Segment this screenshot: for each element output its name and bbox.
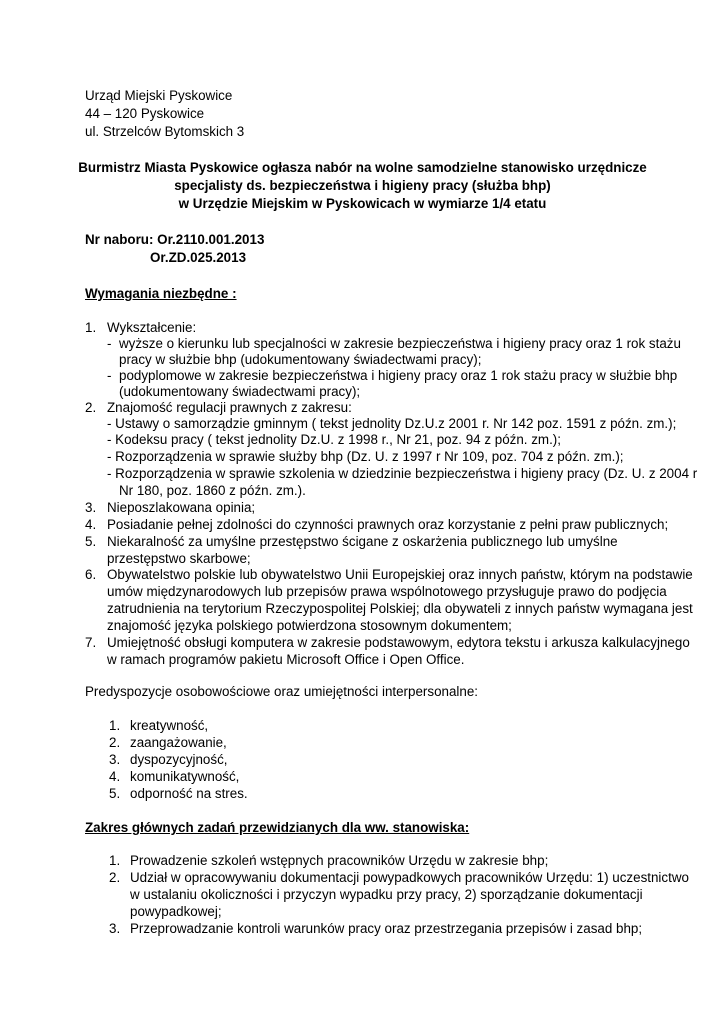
list-item: umów międzynarodowych lub przepisów prawa wspólnotowego przysługuje prawo do podjęcia (107, 584, 667, 599)
list-item: komunikatywność, (130, 769, 240, 784)
list-item: odporność na stres. (130, 786, 248, 801)
tasks-title: Zakres głównych zadań przewidzianych dla ww. stanowiska: (85, 820, 470, 835)
list-item: w ramach programów pakietu Microsoft Office i Open Office. (107, 652, 465, 667)
list-number: 3. (85, 500, 97, 515)
tasks-list (0, 853, 725, 943)
list-item: powypadkowej; (130, 904, 222, 919)
list-dash: - (107, 336, 112, 351)
list-number: 4. (109, 769, 121, 784)
list-item: - Rozporządzenia w sprawie szkolenia w dziedzinie bezpieczeństwa i higieny pracy (Dz. U. z 2004 r (107, 466, 698, 481)
list-item: Posiadanie pełnej zdolności do czynności prawnych oraz korzystanie z pełni praw publicznych; (107, 517, 669, 532)
heading-line-1: Burmistrz Miasta Pyskowice ogłasza nabór na wolne samodzielne stanowisko urzędnicze (78, 160, 647, 175)
list-item: Prowadzenie szkoleń wstępnych pracowników Urzędu w zakresie bhp; (130, 853, 549, 868)
list-number: 3. (109, 921, 121, 936)
list-number: 3. (109, 752, 121, 767)
list-item: zaangażowanie, (130, 735, 227, 750)
list-item: kreatywność, (130, 718, 209, 733)
address-line-3: ul. Strzelców Bytomskich 3 (85, 124, 245, 139)
predispositions-list (0, 718, 725, 808)
recruitment-number: Nr naboru: Or.2110.001.2013 (85, 232, 265, 247)
list-item: Umiejętność obsługi komputera w zakresie podstawowym, edytora tekstu i arkusza kalkulacyjnego (107, 635, 690, 650)
list-item: znajomość języka polskiego potwierdzona stosownym dokumentem; (107, 618, 512, 633)
list-item: dyspozycyjność, (130, 752, 228, 767)
heading-line-2: specjalisty ds. bezpieczeństwa i higieny pracy (służba bhp) (174, 178, 551, 193)
list-item: zatrudnienia na terytorium Rzeczypospolitej Polskiej; dla obywateli z innych państw wymagana jest (107, 601, 693, 616)
requirements-title: Wymagania niezbędne : (85, 286, 237, 301)
heading-line-3: w Urzędzie Miejskim w Pyskowicach w wymiarze 1/4 etatu (178, 196, 547, 211)
list-number: 6. (85, 567, 97, 582)
list-item: wyższe o kierunku lub specjalności w zakresie bezpieczeństwa i higieny pracy oraz 1 rok stażu (119, 336, 681, 351)
address-line-2: 44 – 120 Pyskowice (85, 106, 205, 121)
list-item: - Ustawy o samorządzie gminnym ( tekst jednolity Dz.U.z 2001 r. Nr 142 poz. 1591 z późn. zm.); (107, 416, 677, 431)
list-item: Obywatelstwo polskie lub obywatelstwo Unii Europejskiej oraz innych państw, którym na podstawie (107, 567, 693, 582)
list-item: Wykształcenie: (107, 320, 197, 335)
list-item: Niekaralność za umyślne przestępstwo ścigane z oskarżenia publicznego lub umyślne (107, 534, 618, 549)
list-number: 4. (85, 517, 97, 532)
list-item: podyplomowe w zakresie bezpieczeństwa i higieny pracy oraz 1 rok stażu pracy w służbie bhp (119, 368, 678, 383)
list-item: - Kodeksu pracy ( tekst jednolity Dz.U. z 1998 r., Nr 21, poz. 94 z późn. zm.); (107, 432, 561, 447)
list-item: - Rozporządzenia w sprawie służby bhp (Dz. U. z 1997 r Nr 109, poz. 704 z późn. zm.); (107, 449, 624, 464)
list-item: Nieposzlakowana opinia; (107, 500, 256, 515)
list-number: 7. (85, 635, 97, 650)
address-line-1: Urząd Miejski Pyskowice (85, 88, 233, 103)
list-number: 5. (109, 786, 121, 801)
list-item: Znajomość regulacji prawnych z zakresu: (107, 400, 352, 415)
list-item: pracy w służbie bhp (udokumentowany świadectwami pracy); (119, 352, 482, 367)
list-item: w ustalaniu okoliczności i przyczyn wypadku przy pracy, 2) sporządzanie dokumentacji (130, 887, 643, 902)
predispositions-title: Predyspozycje osobowościowe oraz umiejętności interpersonalne: (85, 684, 478, 699)
list-dash: - (107, 368, 112, 383)
list-item: przestępstwo skarbowe; (107, 551, 251, 566)
list-item: Udział w opracowywaniu dokumentacji powypadkowych pracowników Urzędu: 1) uczestnictwo (130, 870, 689, 885)
list-item: Nr 180, poz. 1860 z późn. zm.). (119, 483, 306, 498)
requirements-list (0, 320, 725, 700)
list-number: 1. (109, 853, 121, 868)
list-number: 2. (109, 735, 121, 750)
list-number: 2. (109, 870, 121, 885)
list-number: 2. (85, 400, 97, 415)
list-item: (udokumentowany świadectwami pracy); (119, 384, 361, 399)
list-number: 1. (85, 320, 97, 335)
recruitment-number-2: Or.ZD.025.2013 (150, 250, 247, 265)
list-item: Przeprowadzanie kontroli warunków pracy oraz przestrzegania przepisów i zasad bhp; (130, 921, 643, 936)
list-number: 5. (85, 534, 97, 549)
list-number: 1. (109, 718, 121, 733)
